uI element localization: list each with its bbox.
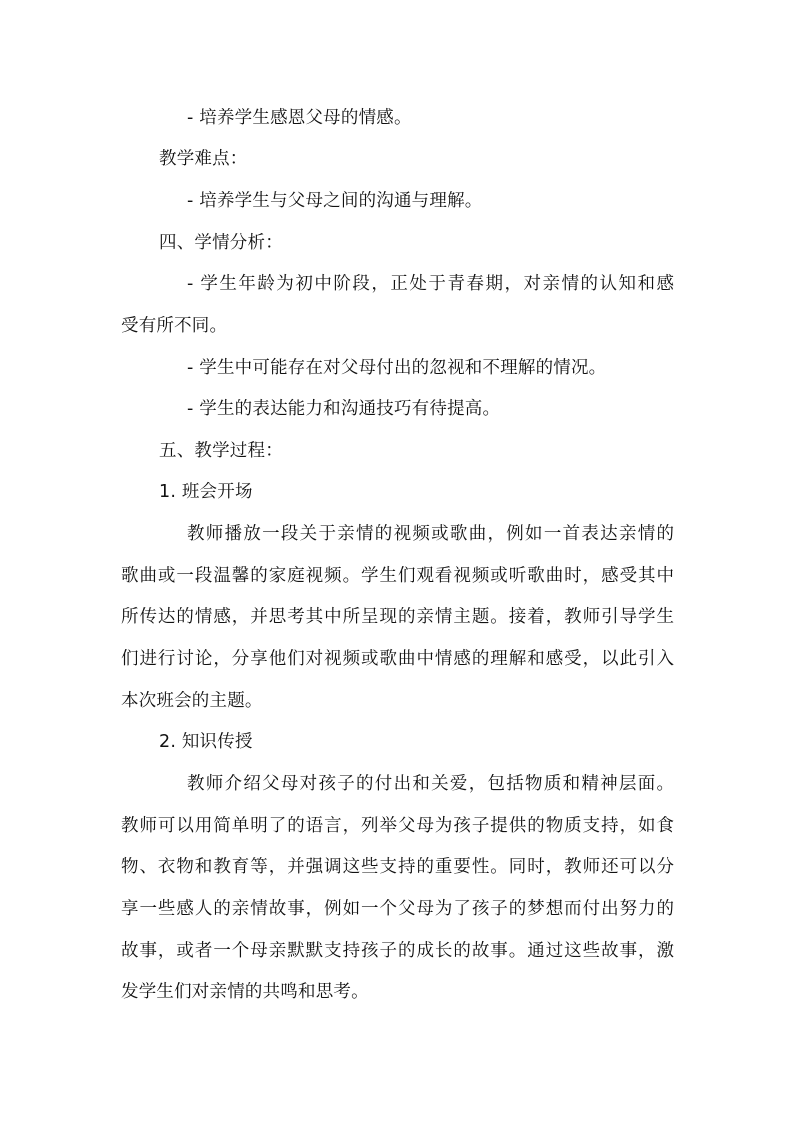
text-line-7: - 学生中可能存在对父母付出的忽视和不理解的情况。 [187, 358, 607, 378]
paragraph-1-line-5: 本次班会的主题。 [121, 691, 263, 711]
subheading-2: 2. 知识传授 [159, 732, 253, 752]
paragraph-1-line-3: 所传达的情感，并思考其中所呈现的亲情主题。接着，教师引导学生 [121, 607, 674, 627]
paragraph-2-line-3: 物、衣物和教育等，并强调这些支持的重要性。同时，教师还可以分 [121, 857, 674, 877]
paragraph-1-line-1: 教师播放一段关于亲情的视频或歌曲，例如一首表达亲情的 [187, 524, 674, 544]
section-heading-5: 五、教学过程： [159, 441, 283, 461]
text-line-1: - 培养学生感恩父母的情感。 [187, 108, 412, 128]
paragraph-2-line-6: 发学生们对亲情的共鸣和思考。 [121, 982, 369, 1002]
paragraph-1-line-4: 们进行讨论，分享他们对视频或歌曲中情感的理解和感受，以此引入 [121, 649, 674, 669]
paragraph-2-line-2: 教师可以用简单明了的语言，列举父母为孩子提供的物质支持，如食 [121, 816, 674, 836]
text-line-2: 教学难点： [159, 149, 248, 169]
section-heading-4: 四、学情分析： [159, 233, 283, 253]
text-line-8: - 学生的表达能力和沟通技巧有待提高。 [187, 399, 501, 419]
paragraph-2-line-5: 故事，或者一个母亲默默支持孩子的成长的故事。通过这些故事，激 [121, 941, 674, 961]
text-line-5: - 学生年龄为初中阶段，正处于青春期，对亲情的认知和感 [187, 274, 674, 294]
paragraph-2-line-4: 享一些感人的亲情故事，例如一个父母为了孩子的梦想而付出努力的 [121, 899, 674, 919]
text-line-3: - 培养学生与父母之间的沟通与理解。 [187, 191, 483, 211]
paragraph-1-line-2: 歌曲或一段温馨的家庭视频。学生们观看视频或听歌曲时，感受其中 [121, 566, 674, 586]
text-line-6: 受有所不同。 [121, 316, 228, 336]
paragraph-2-line-1: 教师介绍父母对孩子的付出和关爱，包括物质和精神层面。 [187, 774, 674, 794]
subheading-1: 1. 班会开场 [159, 482, 253, 502]
